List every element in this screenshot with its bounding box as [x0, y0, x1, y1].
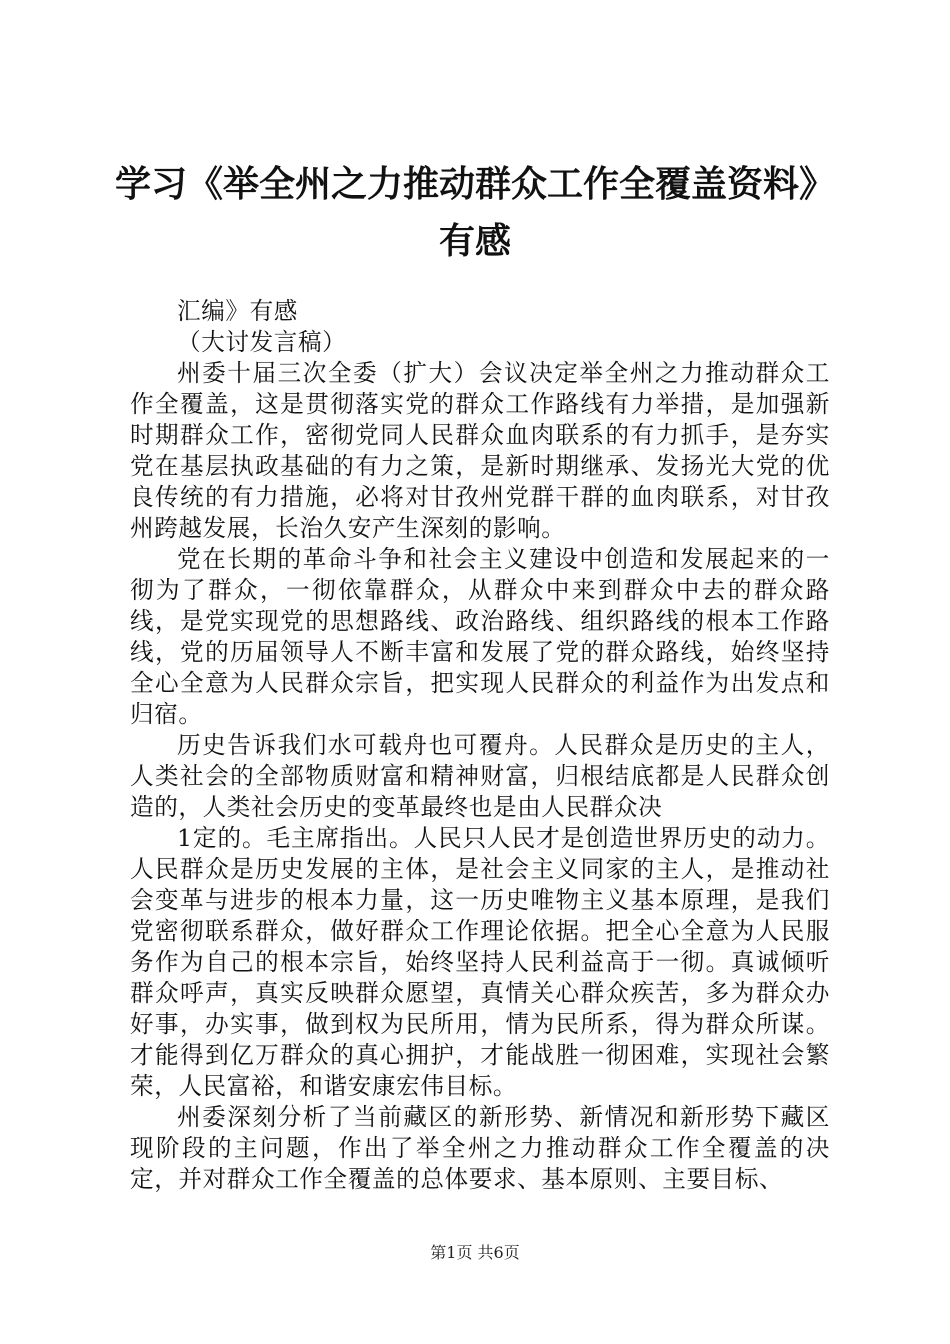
document-title-line-1: 学习《举全州之力推动群众工作全覆盖资料》 — [114, 164, 835, 205]
paragraph-1: 州委十届三次全委（扩大）会议决定举全州之力推动群众工作全覆盖，这是贯彻落实党的群众工作路线有力举措，是加强新时期群众工作，密彻党同人民群众血肉联系的有力抓手，是夯实党在基层执政基础的有力之策，是新时期继承、发扬光大党的优良传统的有力措施，必将对甘孜州党群干群的血肉联系，对甘孜州跨越发展，长治久安产生深刻的影响。 — [130, 359, 830, 542]
paragraph-5: 州委深刻分析了当前藏区的新形势、新情况和新形势下藏区现阶段的主问题，作出了举全州之力推动群众工作全覆盖的决定，并对群众工作全覆盖的总体要求、基本原则、主要目标、 — [130, 1103, 830, 1193]
paragraph-speech-note: （大讨发言稿） — [177, 328, 347, 356]
paragraph-4: 1定的。毛主席指出。人民只人民才是创造世界历史的动力。人民群众是历史发展的主体，是社会主义同家的主人，是推动社会变革与进步的根本力量，这一历史唯物主义基本原理，是我们党密彻联系群众，做好群众工作理论依据。把全心全意为人民服务作为自己的根本宗旨，始终坚持人民利益高于一彻。真诚倾听群众呼声，真实反映群众愿望，真情关心群众疾苦，多为群众办好事，办实事，做到权为民所用，情为民所系，得为群众所谋。才能得到亿万群众的真心拥护，才能战胜一彻困难，实现社会繁荣，人民富裕，和谐安康宏伟目标。 — [130, 824, 830, 1100]
document-body — [130, 296, 830, 1195]
paragraph-2: 党在长期的革命斗争和社会主义建设中创造和发展起来的一彻为了群众，一彻依靠群众，从群众中来到群众中去的群众路线，是党实现党的思想路线、政治路线、组织路线的根本工作路线，党的历届领导人不断丰富和发展了党的群众路线，始终坚持全心全意为人民群众宗旨，把实现人民群众的利益作为出发点和归宿。 — [130, 545, 830, 728]
page-number-footer: 第1页 共6页 — [430, 1243, 520, 1262]
document-title-line-2: 有感 — [438, 221, 511, 262]
paragraph-subtitle: 汇编》有感 — [177, 297, 298, 325]
paragraph-3: 历史告诉我们水可载舟也可覆舟。人民群众是历史的主人，人类社会的全部物质财富和精神财富，归根结底都是人民群众创造的，人类社会历史的变革最终也是由人民群众决 — [130, 731, 830, 821]
